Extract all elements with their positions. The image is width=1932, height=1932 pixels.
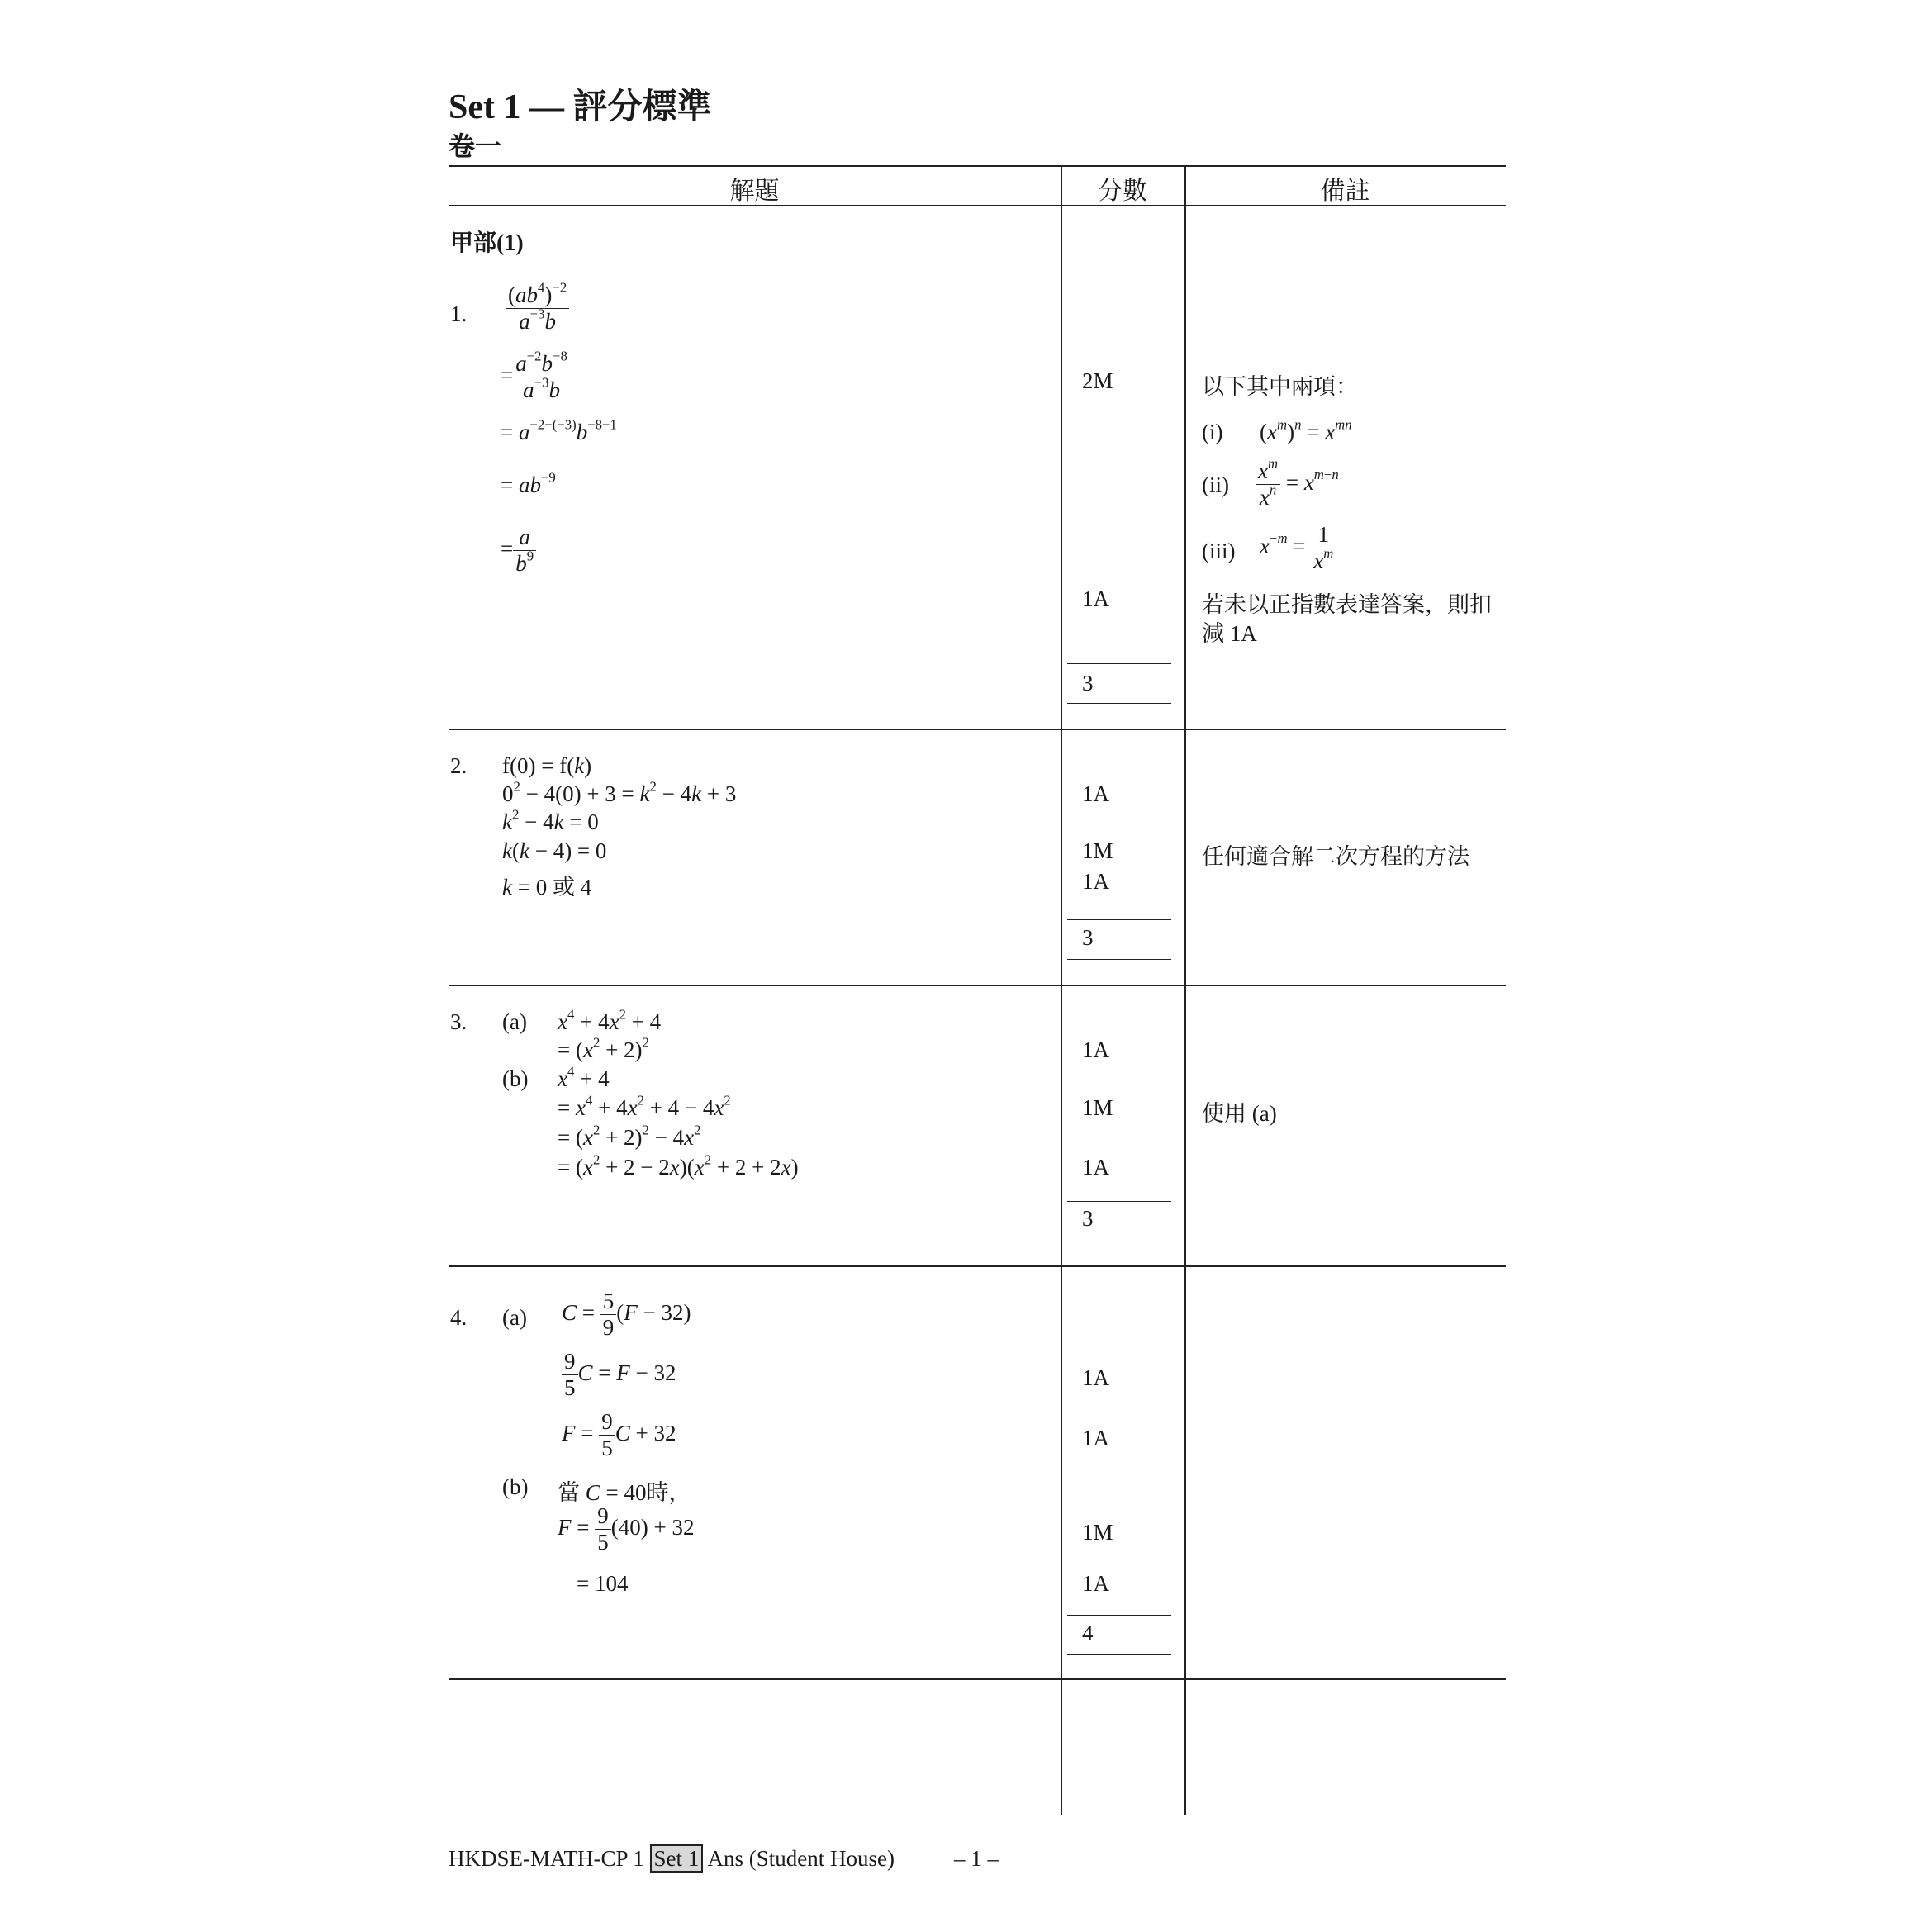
q3b-step-3: = $(x^2 + 2)^2 - 4x^2$ — [558, 1122, 701, 1150]
q2-total: 3 — [1082, 925, 1094, 950]
q1-remark-iii-label: (iii) — [1202, 539, 1236, 563]
page-title: Set 1 — 評分標準 — [449, 88, 712, 126]
q3b-step-4: = $(x^2 + 2 - 2x)(x^2 + 2 + 2x)$ — [558, 1151, 799, 1180]
question-2-number: 2. — [450, 753, 468, 778]
q4-mark-1: 1A — [1082, 1365, 1109, 1390]
q3-mark-3: 1A — [1082, 1155, 1109, 1180]
q2-mark-2: 1M — [1082, 838, 1113, 863]
q1-step-4: = $ab^{-9}$ — [501, 469, 556, 497]
q2-step-4: k(k − 4) = 0 — [502, 838, 607, 863]
q1-remark-iii-formula: $x^{-m}$ = $\frac{1}{x^m}$ — [1260, 522, 1336, 574]
q3-total-rule-top — [1067, 1201, 1171, 1202]
q2-step-1: f(0) = f(k) — [502, 753, 592, 778]
column-divider-right — [1184, 165, 1186, 1815]
q2-mark-3: 1A — [1082, 869, 1109, 894]
q4-total: 4 — [1082, 1621, 1094, 1645]
q1-step-3: = $a^{-2-(-3)}b^{-8-1}$ — [501, 416, 617, 444]
q2-step-2: $0^2 - 4(0) + 3 = k^2 - 4k + 3$ — [502, 778, 737, 806]
q4a-step-3: F = $\frac{9}{5}$ C + 32 — [562, 1409, 676, 1461]
q4a-step-2: $\frac{9}{5}$ C = F − 32 — [562, 1349, 676, 1401]
q2-step-3: $k^2 - 4k = 0$ — [502, 806, 599, 834]
q3b-step-2: = $x^4 + 4x^2 + 4 - 4x^2$ — [558, 1092, 731, 1120]
q4b-when-text: 當 — [558, 1480, 580, 1505]
q2-mark-1: 1A — [1082, 781, 1109, 806]
q1-remark-deduct-line1: 若未以正指數表達答案，則扣 — [1202, 592, 1492, 617]
q2-remark: 任何適合解二次方程的方法 — [1202, 844, 1469, 869]
q1-remark-title: 以下其中兩項： — [1202, 374, 1358, 399]
page-number: – 1 – — [954, 1846, 999, 1871]
q3-total: 3 — [1082, 1206, 1094, 1231]
q1-mark-2M: 2M — [1082, 368, 1113, 393]
q2-total-rule-top — [1067, 919, 1171, 920]
q3a-step-1: $x^4 + 4x^2 + 4$ — [558, 1006, 662, 1034]
q2-step-5: k = 0 或 4 — [502, 875, 592, 900]
q4-part-b-label: (b) — [502, 1474, 529, 1499]
q3a-step-2: = $(x^2 + 2)^2$ — [558, 1034, 649, 1062]
q2-or-text: 或 — [552, 875, 575, 900]
q1-remark-i-label: (i) — [1202, 420, 1223, 444]
q3-mark-1: 1A — [1082, 1037, 1109, 1062]
q3-part-a-label: (a) — [502, 1009, 527, 1034]
row-divider-q2 — [449, 985, 1506, 986]
q1-remark-deduct-line2: 減 1A — [1202, 621, 1257, 646]
q4-mark-2: 1A — [1082, 1426, 1109, 1450]
q3-part-b-label: (b) — [502, 1066, 529, 1091]
q4b-step-2: = 104 — [577, 1571, 629, 1596]
q1-total: 3 — [1082, 671, 1094, 695]
q2-total-rule-bottom — [1067, 959, 1171, 960]
q4-total-rule-bottom — [1067, 1654, 1171, 1655]
q4-mark-4: 1A — [1082, 1571, 1109, 1596]
q1-step-5: = $\frac{a}{b^9}$ — [501, 525, 536, 577]
footer-set-box: Set 1 — [650, 1844, 704, 1873]
section-label: 甲部(1) — [450, 230, 524, 256]
row-divider-q3 — [449, 1265, 1506, 1267]
q3-mark-2: 1M — [1082, 1095, 1113, 1120]
q1-step-1: $\frac{(ab^4)^{-2}}{a^{-3}b}$ — [506, 282, 569, 335]
column-header-marks: 分數 — [1098, 178, 1147, 205]
q4-part-a-label: (a) — [502, 1305, 527, 1330]
q1-step-2: = $\frac{a^{-2}b^{-8}}{a^{-3}b}$ — [501, 351, 570, 403]
footer-code-suffix: Ans (Student House) — [707, 1846, 895, 1871]
question-3-number: 3. — [450, 1009, 468, 1034]
q1-remark-ii-label: (ii) — [1202, 472, 1229, 497]
q3b-step-1: $x^4 + 4$ — [558, 1063, 610, 1091]
q4b-when-suffix: 時， — [646, 1480, 691, 1505]
footer-code-prefix: HKDSE-MATH-CP 1 — [449, 1846, 644, 1871]
q4a-step-1: C = $\frac{5}{9}$ (F − 32) — [562, 1289, 691, 1341]
footer — [449, 1846, 895, 1872]
q1-mark-1A: 1A — [1082, 586, 1109, 611]
row-divider-q4 — [449, 1678, 1506, 1680]
q4-mark-3: 1M — [1082, 1520, 1113, 1545]
q3-remark: 使用 (a) — [1202, 1101, 1277, 1126]
column-header-solution: 解題 — [729, 178, 780, 205]
q1-remark-ii-formula: $\frac{x^m}{x^n}$ = $x^{m-n}$ — [1256, 458, 1339, 510]
column-divider-left — [1061, 165, 1062, 1815]
q4b-condition: 當 C = 40時， — [558, 1480, 691, 1505]
q4-total-rule-top — [1067, 1615, 1171, 1616]
paper-subtitle: 卷一 — [449, 131, 502, 161]
question-1-number: 1. — [450, 301, 468, 326]
question-4-number: 4. — [450, 1305, 468, 1330]
column-header-remarks: 備註 — [1320, 178, 1370, 205]
q1-remark-i-formula: $(x^m)^n = x^{mn}$ — [1260, 416, 1352, 444]
q1-total-rule-top — [1067, 663, 1171, 664]
q1-total-rule-bottom — [1067, 703, 1171, 704]
row-divider-q1 — [449, 729, 1506, 730]
q4b-step-1: F = $\frac{9}{5}$ (40) + 32 — [558, 1503, 695, 1555]
table-top-rule — [449, 165, 1506, 167]
